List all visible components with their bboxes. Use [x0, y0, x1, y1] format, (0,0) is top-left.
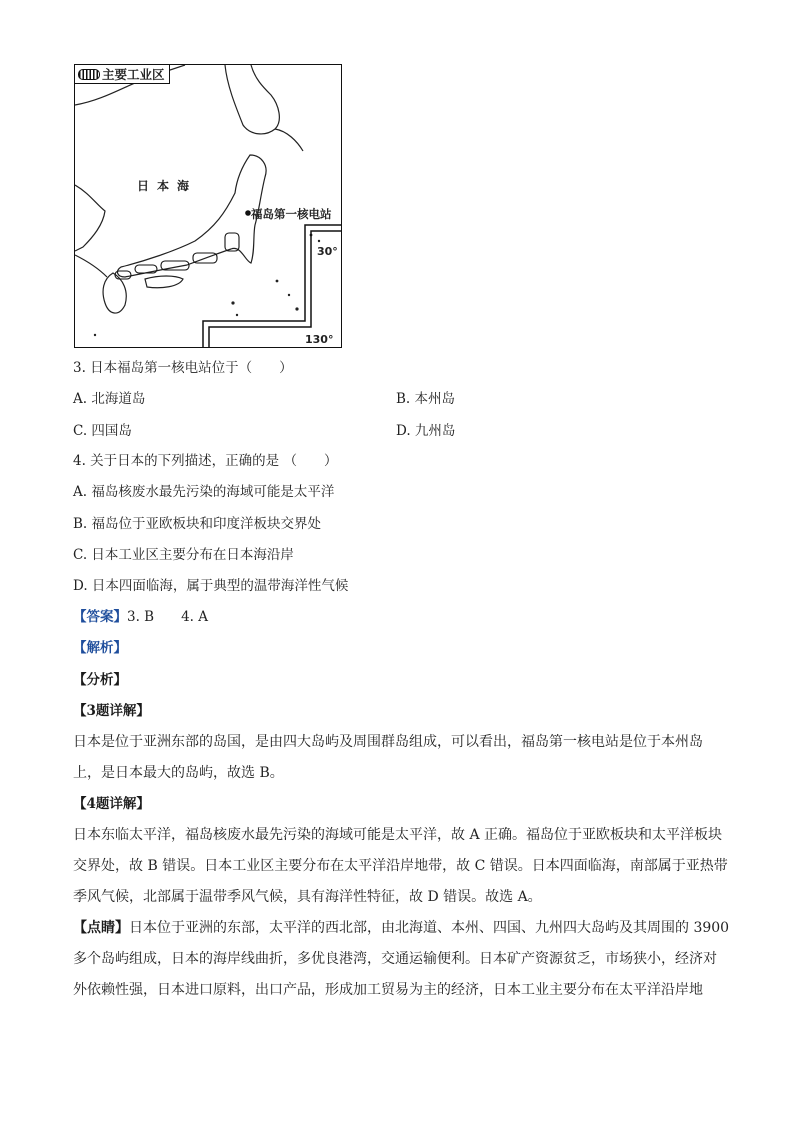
detail3-text: [73, 727, 723, 789]
q3-option-d: D. 九州岛: [396, 423, 456, 439]
longitude-label: 130°: [305, 333, 334, 346]
industrial-zone-icon: [78, 69, 100, 80]
q3-stem: 3. 日本福岛第一核电站位于（ ）: [73, 360, 293, 376]
q4-option-a: A. 福岛核废水最先污染的海域可能是太平洋: [73, 484, 335, 500]
latitude-label: 30°: [317, 245, 338, 258]
detail3-line: 日本是位于亚洲东部的岛国，是由四大岛屿及周围群岛组成，可以看出，福岛第一核电站是位于本州岛: [73, 734, 703, 750]
sea-label: 日本海: [137, 179, 198, 193]
analysis-tag: 【解析】: [73, 640, 127, 656]
tip-tag: 【点睛】: [73, 920, 129, 936]
q4-stem: 4. 关于日本的下列描述，正确的是 （ ）: [73, 453, 338, 469]
fenxi-tag: 【分析】: [73, 672, 127, 688]
detail3-tag: 【3题详解】: [73, 703, 150, 719]
tip-line: 日本位于亚洲的东部，太平洋的西北部，由北海道、本州、四国、九州四大岛屿及其周围的 3900: [129, 920, 730, 936]
detail3-line: 上，是日本最大的岛屿，故选 B。: [73, 765, 284, 781]
q3-option-a: A. 北海道岛: [73, 391, 146, 407]
tip-line: 多个岛屿组成，日本的海岸线曲折，多优良港湾，交通运输便利。日本矿产资源贫乏，市场狭小，经济对: [73, 951, 717, 967]
map-legend: [75, 65, 170, 84]
answer-line: [73, 607, 208, 627]
detail4-tag: 【4题详解】: [73, 796, 150, 812]
answer-text: 3. B 4. A: [127, 609, 209, 625]
q4-option-d: D. 日本四面临海，属于典型的温带海洋性气候: [73, 578, 349, 594]
tip-line: 外依赖性强，日本进口原料，出口产品，形成加工贸易为主的经济，日本工业主要分布在太平洋沿岸地: [73, 982, 703, 998]
detail4-line: 日本东临太平洋，福岛核废水最先污染的海域可能是太平洋，故 A 正确。福岛位于亚欧板块和太平洋板块: [73, 827, 723, 843]
q3-option-b: B. 本州岛: [396, 391, 456, 407]
detail4-line: 交界处，故 B 错误。日本工业区主要分布在太平洋沿岸地带，故 C 错误。日本四面临海，南部属于亚热带: [73, 858, 728, 874]
detail4-line: 季风气候，北部属于温带季风气候，具有海洋性特征，故 D 错误。故选 A。: [73, 889, 542, 905]
legend-label: 主要工业区: [102, 67, 165, 82]
q3-option-c: C. 四国岛: [73, 423, 132, 439]
q4-option-b: B. 福岛位于亚欧板块和印度洋板块交界处: [73, 516, 322, 532]
tip-text: [73, 913, 730, 1006]
power-plant-label: 福岛第一核电站: [251, 207, 332, 221]
japan-map: [74, 64, 342, 348]
answer-tag: 【答案】: [73, 609, 127, 625]
q4-option-c: C. 日本工业区主要分布在日本海沿岸: [73, 547, 294, 563]
detail4-text: [73, 820, 728, 913]
